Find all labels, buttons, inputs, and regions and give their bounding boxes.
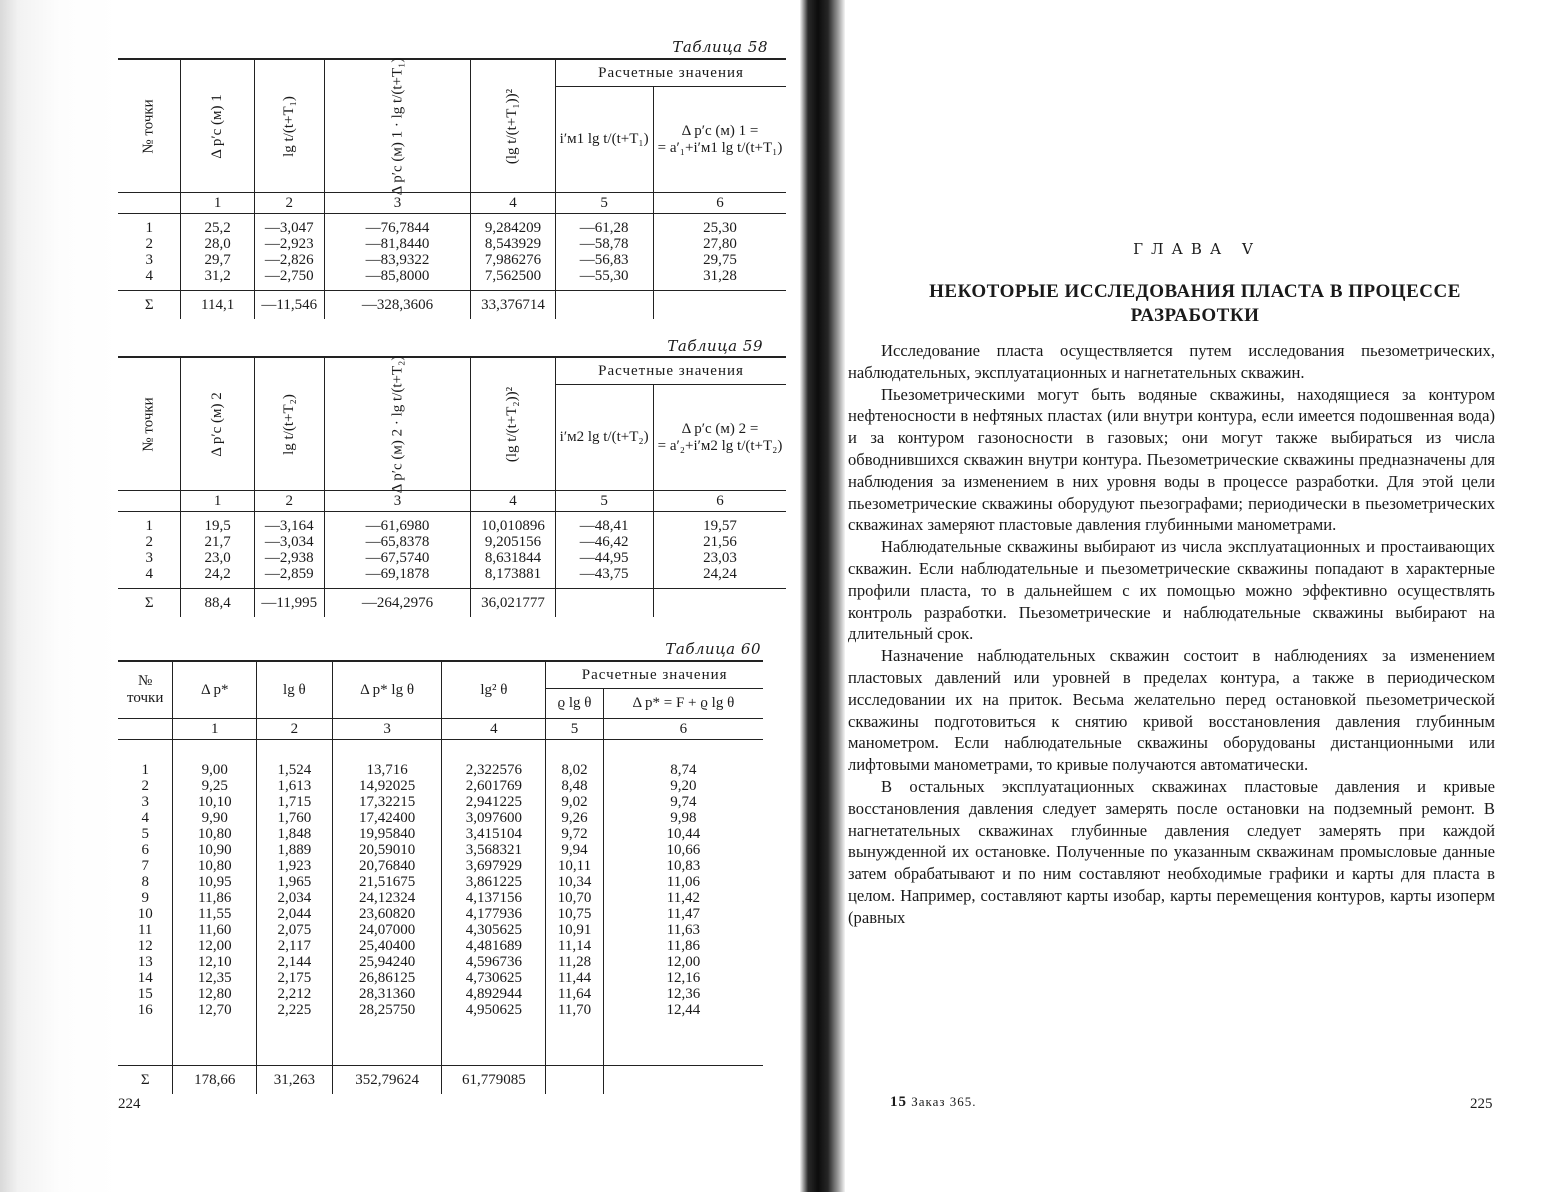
t60-h-lg: lg θ	[257, 661, 333, 719]
paragraph: Назначение наблюдательных скважин состоит в наблюдениях за изменением пластовых давлений или уровней в пределах контура, а также в периодическом исследовании их на приток. Весьма желательно перед остановкой пьезометрической скважины подготовиться к снятию кривой восстановления давления глубинным манометром. Если наблюдательные скважины оборудованы дистанционными или лифтовыми манометрами, то кривые получаются автоматически.	[848, 646, 1495, 775]
table-cell: 3,697929	[465, 858, 522, 874]
table-cell: 2,225	[277, 1002, 312, 1018]
table-cell: 10,80	[197, 858, 232, 874]
table59-caption: Таблица 59	[667, 337, 763, 355]
t60-col3	[332, 740, 442, 1066]
table-cell: 2,601769	[465, 778, 522, 794]
t60-n0	[118, 719, 173, 740]
t60-col6	[603, 740, 763, 1066]
table-cell: 1,524	[277, 762, 312, 778]
table-cell: 10,66	[666, 842, 701, 858]
table-cell: 14	[137, 970, 153, 986]
t58-h-lg: lg t/(t+T₁)	[254, 59, 324, 193]
table-cell: 25,94240	[358, 954, 416, 970]
table-cell: 3,568321	[465, 842, 522, 858]
table-cell: 10,44	[666, 826, 701, 842]
paragraph: Наблюдательные скважины выбирают из числа эксплуатационных и простаивающих скважин. Если наблюдательные и пьезометрические скважины попадают в характерные профили пласта, то в дальнейшем с их помощью можно эффективно осуществлять контроль разработки. Пьезометрические и наблюдательные скважины выбирают на длительный срок.	[848, 537, 1495, 644]
t58-n3: 3	[324, 193, 471, 214]
table-cell: 1,760	[277, 810, 312, 826]
printer-signature: 15 Заказ 365.	[890, 1094, 977, 1110]
t59-h-dp: Δ p′с (м) 2	[181, 357, 255, 491]
table-cell: 24,12324	[358, 890, 416, 906]
t59-n5: 5	[555, 491, 653, 512]
t60-sum-row: Σ 178,66 31,263 352,79624 61,779085	[118, 1066, 763, 1095]
table-cell: 3,097600	[465, 810, 522, 826]
t58-sum-row: Σ 114,1 —11,546 —328,3606 33,376714	[118, 291, 786, 320]
table-cell: 9,90	[201, 810, 228, 826]
table-cell: 11,55	[198, 906, 232, 922]
table-cell: 2,175	[277, 970, 312, 986]
t60-n2: 2	[257, 719, 333, 740]
table-cell: 9,94	[561, 842, 588, 858]
t60-col4	[442, 740, 546, 1066]
book-gutter	[800, 0, 845, 1192]
body-text	[848, 340, 1495, 929]
t60-n1: 1	[173, 719, 257, 740]
table-cell: 4,177936	[465, 906, 522, 922]
t60-h-calc: Расчетные значения	[546, 661, 763, 689]
table-cell: 11,86	[666, 938, 700, 954]
table-cell: 4,596736	[465, 954, 522, 970]
table-cell: 12,80	[197, 986, 232, 1002]
t59-n4: 4	[471, 491, 555, 512]
t59-n3: 3	[324, 491, 471, 512]
left-page-number: 224	[118, 1096, 141, 1112]
table-cell: 12,70	[197, 1002, 232, 1018]
table-cell: 15	[137, 986, 153, 1002]
t58-h-dplg: Δ p′с (м) 1 · lg t/(t+T₁)	[324, 59, 471, 193]
table-cell: 11	[137, 922, 153, 938]
t58-n6: 6	[653, 193, 786, 214]
table-cell: 8,74	[670, 762, 697, 778]
table-cell: 4	[141, 810, 149, 826]
t60-h-lg2: lg² θ	[442, 661, 546, 719]
table-cell: 11,70	[557, 1002, 592, 1018]
table-cell: 11,42	[666, 890, 700, 906]
table-cell: 28,25750	[358, 1002, 416, 1018]
t59-n6: 6	[653, 491, 786, 512]
table-cell: 4,730625	[465, 970, 522, 986]
t60-h-rho: ϱ lg θ	[546, 689, 603, 719]
table-cell: 4,481689	[465, 938, 522, 954]
table-cell: 3,861225	[465, 874, 522, 890]
table-cell: 12,10	[197, 954, 232, 970]
table-cell: 5	[141, 826, 149, 842]
table-cell: 9,20	[670, 778, 697, 794]
table-cell: 28,31360	[358, 986, 416, 1002]
paragraph: Пьезометрическими могут быть водяные скважины, находящиеся за контуром нефтеносности в нефтяных пластах (или внутри контура, если имеется подошвенная вода) и за контуром газоносности в газовых; они могут также выбираться из числа обводнившихся скважин внутри контура. Пьезометрические скважины предназначены для наблюдения за изменением в них уровня воды в процессе разработки. Для этой цели пьезометрические скважины оборудуют пьезографами; периодически в пьезометрических скважинах замеряют пластовые давления глубинными манометрами.	[848, 384, 1495, 535]
table-cell: 20,59010	[358, 842, 416, 858]
t60-h-dplg: Δ p* lg θ	[332, 661, 442, 719]
table-cell: 12	[137, 938, 153, 954]
table-cell: 10,34	[557, 874, 592, 890]
table-cell: 1,965	[277, 874, 312, 890]
table-cell: 10,75	[557, 906, 592, 922]
table-cell: 3	[141, 794, 149, 810]
table-cell: 20,76840	[358, 858, 416, 874]
table-cell: 10,10	[197, 794, 232, 810]
table-cell: 12,00	[197, 938, 232, 954]
t59-h-calc: Расчетные значения	[555, 357, 786, 385]
table-cell: 2,034	[277, 890, 312, 906]
table-cell: 3,415104	[465, 826, 522, 842]
table-cell: 10,11	[557, 858, 592, 874]
t60-data	[118, 740, 763, 1066]
table-cell: 1	[141, 762, 149, 778]
table-cell: 17,42400	[358, 810, 416, 826]
table-cell: 1,889	[277, 842, 312, 858]
table-cell: 12,44	[666, 1002, 701, 1018]
t59-h-col6: Δ p′с (м) 2 = = a′₂+i′м2 lg t/(t+T₂)	[653, 385, 786, 491]
table-cell: 8,48	[561, 778, 588, 794]
table-cell: 11,47	[666, 906, 700, 922]
table-cell: 19,95840	[358, 826, 416, 842]
table58	[118, 58, 786, 319]
t59-sum-row: Σ 88,4 —11,995 —264,2976 36,021777	[118, 589, 786, 618]
table-cell: 10,91	[557, 922, 592, 938]
t59-n2: 2	[254, 491, 324, 512]
table-cell: 26,86125	[358, 970, 416, 986]
t58-n5: 5	[555, 193, 653, 214]
t58-n0	[118, 193, 181, 214]
table-cell: 2,075	[277, 922, 312, 938]
table-cell: 14,92025	[358, 778, 416, 794]
table-cell: 11,28	[557, 954, 592, 970]
table-cell: 9,74	[670, 794, 697, 810]
table-cell: 10,83	[666, 858, 701, 874]
table60-caption: Таблица 60	[665, 640, 761, 658]
right-page	[845, 0, 1549, 1192]
t60-n4: 4	[442, 719, 546, 740]
table60	[118, 660, 763, 1094]
chapter-title: НЕКОТОРЫЕ ИССЛЕДОВАНИЯ ПЛАСТА В ПРОЦЕССЕ РАЗРАБОТКИ	[929, 281, 1461, 326]
table-cell: 17,32215	[358, 794, 416, 810]
table-cell: 9,25	[201, 778, 228, 794]
table-cell: 9,26	[561, 810, 588, 826]
t59-h-lg: lg t/(t+T₂)	[254, 357, 324, 491]
table-cell: 12,16	[666, 970, 701, 986]
chapter-label: ГЛАВА V	[1133, 240, 1261, 258]
t60-h-point: № точки	[118, 661, 173, 719]
table-cell: 9,72	[561, 826, 588, 842]
t58-h-calc: Расчетные значения	[555, 59, 786, 87]
t58-n4: 4	[471, 193, 555, 214]
table-cell: 8	[141, 874, 149, 890]
table-cell: 10,90	[197, 842, 232, 858]
table-cell: 12,00	[666, 954, 701, 970]
table-cell: 9,98	[670, 810, 697, 826]
t60-col1	[173, 740, 257, 1066]
t58-data: 1 2 3 4 25,2 28,0 29,7 31,2 —3,047 —2,923 —2,826 —2,750 —76,7844 —81,8440 —83,9322 —85,8000 9,284209 8,543929 7,986276 7,562500 —61,28 —58,78 —56,83 —55,30 25,30 27,80 29,75 31,28	[118, 214, 786, 291]
table-cell: 1,848	[277, 826, 312, 842]
table-cell: 16	[137, 1002, 153, 1018]
table-cell: 1,715	[277, 794, 312, 810]
table-cell: 21,51675	[358, 874, 416, 890]
t60-n3: 3	[332, 719, 442, 740]
table-cell: 11,64	[557, 986, 592, 1002]
t59-h-dplg: Δ p′с (м) 2 · lg t/(t+T₂)	[324, 357, 471, 491]
table-cell: 7	[141, 858, 149, 874]
table-cell: 24,07000	[358, 922, 416, 938]
t59-h-col5: i′м2 lg t/(t+T₂)	[555, 385, 653, 491]
table59	[118, 356, 786, 617]
table-cell: 11,63	[666, 922, 700, 938]
paragraph: В остальных эксплуатационных скважинах пластовые давления и кривые восстановления давления следует замерять после остановки на подземный ремонт. В нагнетательных скважинах глубинные давления следует замерять при каждой вынужденной их остановке. Полученные по указанным скважинам промысловые данные затем обрабатывают и по ним составляют необходимые графики и карты для пласта в целом. Например, составляют карты изобар, карты перемещения контуров, карты изоперм (равных	[848, 776, 1495, 927]
table-cell: 12,35	[197, 970, 232, 986]
t60-h-formula: Δ p* = F + ϱ lg θ	[603, 689, 763, 719]
table-cell: 6	[141, 842, 149, 858]
t60-col0	[118, 740, 173, 1066]
t60-col2	[257, 740, 333, 1066]
t58-h-col6: Δ p′с (м) 1 = = a′₁+i′м1 lg t/(t+T₁)	[653, 87, 786, 193]
table-cell: 11,06	[666, 874, 700, 890]
table-cell: 11,60	[198, 922, 232, 938]
t58-h-lg2: (lg t/(t+T₁))²	[471, 59, 555, 193]
table-cell: 10,80	[197, 826, 232, 842]
table-cell: 10	[137, 906, 153, 922]
t60-n5: 5	[546, 719, 603, 740]
table-cell: 11,14	[557, 938, 592, 954]
table-cell: 9	[141, 890, 149, 906]
table-cell: 11,86	[198, 890, 232, 906]
table-cell: 8,02	[561, 762, 588, 778]
table-cell: 4,892944	[465, 986, 522, 1002]
t58-h-dp: Δ p′с (м) 1	[181, 59, 255, 193]
table-cell: 4,305625	[465, 922, 522, 938]
t58-h-point: № точки	[118, 59, 181, 193]
table-cell: 2	[141, 778, 149, 794]
table-cell: 1,923	[277, 858, 312, 874]
t60-h-dp: Δ p*	[173, 661, 257, 719]
table-cell: 23,60820	[358, 906, 416, 922]
table-cell: 2,322576	[465, 762, 522, 778]
t59-h-point: № точки	[118, 357, 181, 491]
t59-data: 1 2 3 4 19,5 21,7 23,0 24,2 —3,164 —3,034 —2,938 —2,859 —61,6980 —65,8378 —67,5740 —69,1878 10,010896 9,205156 8,631844 8,173881 —48,41 —46,42 —44,95 —43,75 19,57 21,56 23,03 24,24	[118, 512, 786, 589]
table-cell: 12,36	[666, 986, 701, 1002]
table-cell: 2,941225	[465, 794, 522, 810]
table-cell: 25,40400	[358, 938, 416, 954]
t60-col5	[546, 740, 603, 1066]
t58-n1: 1	[181, 193, 255, 214]
table-cell: 2,117	[277, 938, 311, 954]
paragraph: Исследование пласта осуществляется путем исследования пьезометрических, наблюдательных, эксплуатационных и нагнетательных скважин.	[848, 341, 1495, 382]
table58-caption: Таблица 58	[672, 38, 768, 56]
table-cell: 2,144	[277, 954, 312, 970]
table-cell: 9,00	[201, 762, 228, 778]
table-cell: 10,70	[557, 890, 592, 906]
t58-h-col5: i′м1 lg t/(t+T₁)	[555, 87, 653, 193]
table-cell: 13,716	[366, 762, 408, 778]
right-page-number: 225	[1470, 1096, 1493, 1112]
table-cell: 4,137156	[465, 890, 522, 906]
t59-h-lg2: (lg t/(t+T₂))²	[471, 357, 555, 491]
t58-n2: 2	[254, 193, 324, 214]
table-cell: 10,95	[197, 874, 232, 890]
table-cell: 13	[137, 954, 153, 970]
table-cell: 2,044	[277, 906, 312, 922]
table-cell: 11,44	[557, 970, 592, 986]
table-cell: 2,212	[277, 986, 312, 1002]
t60-n6: 6	[603, 719, 763, 740]
t59-n1: 1	[181, 491, 255, 512]
table-cell: 9,02	[561, 794, 588, 810]
table-cell: 1,613	[277, 778, 312, 794]
table-cell: 4,950625	[465, 1002, 522, 1018]
t59-n0	[118, 491, 181, 512]
